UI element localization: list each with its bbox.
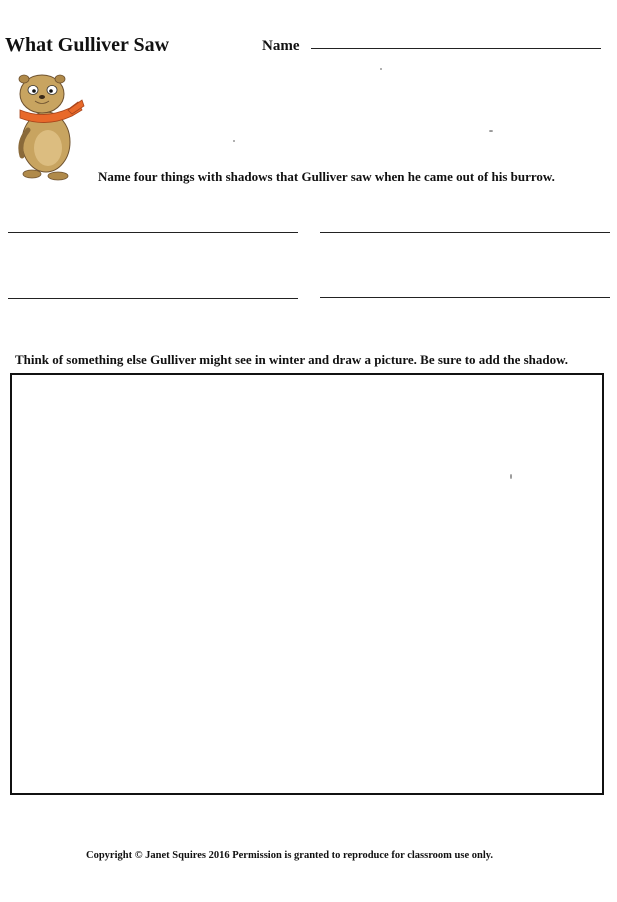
answer-line-4[interactable] <box>320 297 610 298</box>
instruction-list-shadows: Name four things with shadows that Gulliver saw when he came out of his burrow. <box>98 169 555 184</box>
answer-line-3[interactable] <box>8 298 298 299</box>
answer-line-1[interactable] <box>8 232 298 233</box>
gopher-with-scarf-icon <box>8 70 88 182</box>
copyright-notice: Copyright © Janet Squires 2016 Permission is granted to reproduce for classroom use only. <box>86 850 494 861</box>
worksheet-title: What Gulliver Saw <box>5 34 170 56</box>
name-label: Name <box>262 38 300 54</box>
scan-speck <box>233 140 235 142</box>
drawing-area[interactable] <box>10 373 604 795</box>
scan-speck <box>489 130 493 132</box>
answer-line-2[interactable] <box>320 232 610 233</box>
scan-speck <box>510 474 512 479</box>
instruction-draw-picture: Think of something else Gulliver might see in winter and draw a picture. Be sure to add the shadow. <box>15 352 569 367</box>
scan-speck <box>380 68 382 70</box>
name-field[interactable] <box>311 48 601 49</box>
